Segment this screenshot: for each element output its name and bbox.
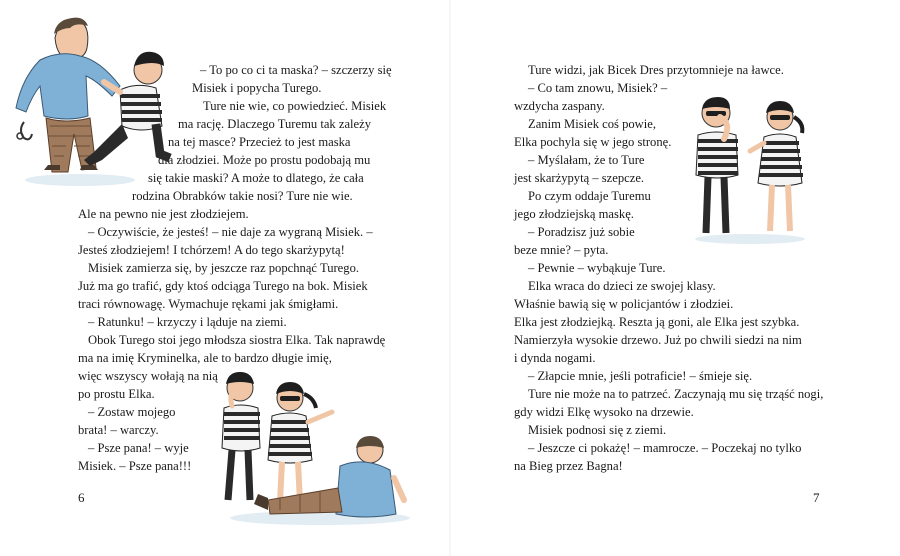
illustration-ture-and-elka	[688, 95, 813, 245]
text-line: – To po co ci ta maska? – szczerzy się	[200, 63, 392, 77]
text-line: ma na imię Kryminelka, ale to bardzo długie imię,	[78, 351, 332, 365]
page-number-right: 7	[813, 490, 820, 505]
text-line: – Psze pana! – wyje	[88, 441, 189, 455]
text-line: jego złodziejską maskę.	[514, 207, 634, 221]
text-line: dla złodziei. Może po prostu podobają mu	[158, 153, 371, 167]
text-line: Misiek. – Psze pana!!!	[78, 459, 192, 473]
text-line: brata! – warczy.	[78, 423, 159, 437]
text-line: po prostu Elka.	[78, 387, 155, 401]
text-line: – Myślałam, że to Ture	[528, 153, 645, 167]
text-line: – Złapcie mnie, jeśli potraficie! – śmieje się.	[528, 369, 753, 383]
text-line: Ture widzi, jak Bicek Dres przytomnieje na ławce.	[528, 63, 784, 77]
page-number-left: 6	[78, 490, 85, 505]
text-line: na Bieg przez Bagna!	[514, 459, 623, 473]
text-line: Ture nie wie, co powiedzieć. Misiek	[203, 99, 387, 113]
illustration-misiek-pushing-ture	[10, 10, 185, 190]
text-line: Misiek podnosi się z ziemi.	[528, 423, 667, 437]
text-line: – Poradzisz już sobie	[528, 225, 635, 239]
page-gutter	[449, 0, 451, 556]
text-line: Misiek zamierza się, by jeszcze raz popchnąć Turego.	[88, 261, 360, 275]
text-line: Elka pochyla się w jego stronę.	[514, 135, 672, 149]
text-line: Po czym oddaje Turemu	[528, 189, 651, 203]
text-line: Misiek i popycha Turego.	[192, 81, 322, 95]
text-line: beze mnie? – pyta.	[514, 243, 609, 257]
text-line: Ale na pewno nie jest złodziejem.	[78, 207, 249, 221]
text-line: Ture nie może na to patrzeć. Zaczynają mu się trząść nogi,	[528, 387, 824, 401]
text-line: – Zostaw mojego	[88, 405, 176, 419]
text-line: – Ratunku! – krzyczy i ląduje na ziemi.	[88, 315, 287, 329]
text-line: Elka wraca do dzieci ze swojej klasy.	[528, 279, 716, 293]
text-line: – Jeszcze ci pokażę! – mamrocze. – Poczekaj no tylko	[528, 441, 802, 455]
text-line: – Oczywiście, że jesteś! – nie daje za wygraną Misiek. –	[88, 225, 373, 239]
text-line: Elka jest złodziejką. Reszta ją goni, ale Elka jest szybka.	[514, 315, 800, 329]
text-line: rodzina Obrabków takie nosi? Ture nie wie.	[132, 189, 353, 203]
text-line: Już ma go trafić, gdy ktoś odciąga Turego na bok. Misiek	[78, 279, 368, 293]
text-line: na tej masce? Przecież to jest maska	[168, 135, 351, 149]
text-line: traci równowagę. Wymachuje rękami jak śmigłami.	[78, 297, 339, 311]
text-line: gdy widzi Elkę wysoko na drzewie.	[514, 405, 694, 419]
text-line: Jesteś złodziejem! I tchórzem! A do tego skarżypytą!	[78, 243, 345, 257]
text-line: Namierzyła wysokie drzewo. Już po chwili siedzi na nim	[514, 333, 802, 347]
text-line: wzdycha zaspany.	[514, 99, 605, 113]
text-line: – Co tam znowu, Misiek? –	[528, 81, 668, 95]
text-line: się takie maski? A może to dlatego, że cała	[148, 171, 364, 185]
text-line: – Pewnie – wybąkuje Ture.	[528, 261, 666, 275]
text-line: ma rację. Dlaczego Turemu tak zależy	[178, 117, 372, 131]
text-line: Obok Turego stoi jego młodsza siostra Elka. Tak naprawdę	[88, 333, 386, 347]
text-line: Zanim Misiek coś powie,	[528, 117, 657, 131]
text-line: Właśnie bawią się w policjantów i złodziei.	[514, 297, 734, 311]
illustration-elka-defends-ture	[210, 368, 410, 528]
text-line: więc wszyscy wołają na nią	[78, 369, 218, 383]
text-line: jest skarżypytą – szepcze.	[514, 171, 645, 185]
text-line: i dynda nogami.	[514, 351, 596, 365]
